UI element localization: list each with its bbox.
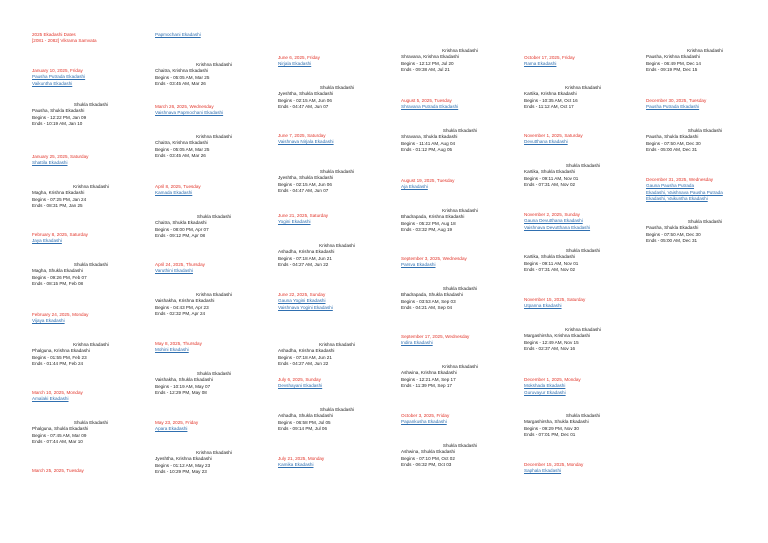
tithi-details [524,85,642,111]
ekadashi-name-link[interactable]: Papankusha Ekadashi [401,419,447,425]
tithi-ends: Ends - 04:21 AM, Sep 04 [401,305,453,311]
ekadashi-entry [155,262,273,275]
ekadashi-name-link[interactable]: Pausha Putrada Ekadashi [646,104,700,110]
tithi-name: Shukla Ekadashi [319,85,355,90]
tithi-month: Jyeshtha, Shukla Ekadashi [278,175,334,181]
ekadashi-entry [401,413,519,426]
tithi-ends: Ends - 06:32 PM, Oct 03 [401,462,452,468]
tithi-ends: Ends - 08:15 PM, Feb 08 [32,281,84,287]
tithi-details [32,262,150,288]
tithi-details [155,134,273,160]
ekadashi-entry [155,32,273,38]
tithi-begins: Begins - 02:15 AM, Jun 06 [278,97,332,103]
tithi-details [524,413,642,439]
ekadashi-date: September 3, 2025, Wednesday [401,256,467,261]
ekadashi-date: May 23, 2025, Friday [155,420,199,425]
tithi-month: Jyeshtha, Krishna Ekadashi [155,456,212,462]
tithi-begins: Begins - 02:15 AM, Jun 06 [278,181,332,187]
tithi-name: Krishna Ekadashi [687,48,723,53]
ekadashi-name-link[interactable]: Papmochani Ekadashi [155,32,201,37]
tithi-name: Krishna Ekadashi [565,85,601,90]
tithi-begins: Begins - 05:05 AM, Mar 25 [155,146,210,152]
ekadashi-entry [32,312,150,325]
ekadashi-entry [32,390,150,403]
tithi-ends: Ends - 11:12 AM, Oct 17 [524,104,574,110]
tithi-ends: Ends - 04:47 AM, Jun 07 [278,188,329,194]
tithi-month: Margashirsha, Krishna Ekadashi [524,333,591,339]
ekadashi-name-link[interactable]: Vaikuntha Ekadashi [32,80,73,86]
tithi-begins: Begins - 01:12 AM, May 23 [155,462,211,468]
tithi-month: Phalguna, Krishna Ekadashi [32,348,90,354]
ekadashi-name-link[interactable]: Gauna Yogini Ekadashi [278,298,326,304]
tithi-details [401,286,519,312]
tithi-month: Phalguna, Shukla Ekadashi [32,426,89,432]
tithi-ends: Ends - 01:12 PM, Aug 05 [401,147,453,153]
tithi-ends: Ends - 08:31 PM, Jan 25 [32,203,83,209]
ekadashi-name-link[interactable]: Vaishnava Yogini Ekadashi [278,304,333,310]
ekadashi-name-link[interactable]: Indira Ekadashi [401,340,433,346]
tithi-begins: Begins - 09:26 PM, Feb 07 [32,274,87,280]
ekadashi-date: December 31, 2025, Wednesday [646,177,714,182]
ekadashi-entry [524,55,642,68]
tithi-details [155,214,273,240]
tithi-month: Chaitra, Krishna Ekadashi [155,68,209,74]
ekadashi-date: June 22, 2025, Sunday [278,292,326,297]
ekadashi-date: January 25, 2025, Saturday [32,154,89,159]
tithi-name: Shukla Ekadashi [196,214,232,219]
ekadashi-date: March 10, 2025, Monday [32,390,83,395]
tithi-begins: Begins - 11:41 AM, Aug 04 [401,140,456,146]
ekadashi-entry [646,98,764,111]
tithi-details [401,128,519,154]
tithi-begins: Begins - 12:49 AM, Nov 15 [524,339,579,345]
ekadashi-date: July 6, 2025, Sunday [278,377,321,382]
ekadashi-name-link[interactable]: Gauna Pausha Putrada [646,183,695,189]
tithi-name: Shukla Ekadashi [196,371,232,376]
ekadashi-entry [278,456,396,469]
tithi-details [524,163,642,189]
ekadashi-date: January 10, 2025, Friday [32,68,83,73]
ekadashi-date: July 21, 2025, Monday [278,456,325,461]
ekadashi-entry [155,184,273,197]
tithi-ends: Ends - 04:27 AM, Jun 22 [278,262,329,268]
page-header [32,32,132,45]
tithi-name: Shukla Ekadashi [319,169,355,174]
ekadashi-name-link[interactable]: Kamika Ekadashi [278,462,314,468]
tithi-name: Shukla Ekadashi [565,248,601,253]
tithi-ends: Ends - 04:47 AM, Jun 07 [278,104,329,110]
ekadashi-entry [155,104,273,117]
tithi-month: Pausha, Shukla Ekadashi [32,108,85,114]
tithi-ends: Ends - 02:32 PM, Apr 24 [155,311,206,317]
tithi-begins: Begins - 03:53 AM, Sep 03 [401,298,456,304]
tithi-begins: Begins - 07:10 PM, Oct 02 [401,455,455,461]
tithi-name: Krishna Ekadashi [73,342,109,347]
tithi-details [32,184,150,210]
ekadashi-entry [32,68,150,87]
tithi-details [401,48,519,74]
tithi-details [524,327,642,353]
tithi-begins: Begins - 07:25 PM, Jan 24 [32,196,87,202]
tithi-month: Shravana, Shukla Ekadashi [401,134,458,140]
ekadashi-name-link[interactable]: Devutthana Ekadashi [524,139,568,145]
tithi-name: Krishna Ekadashi [442,364,478,369]
tithi-ends: Ends - 07:01 PM, Dec 01 [524,432,576,438]
tithi-ends: Ends - 10:29 PM, May 23 [155,469,207,475]
tithi-details [646,48,764,74]
ekadashi-date: February 8, 2025, Saturday [32,232,88,237]
ekadashi-date: June 21, 2025, Saturday [278,213,329,218]
ekadashi-name-link[interactable]: Vaishnava Papmochani Ekadashi [155,110,224,116]
tithi-begins: Begins - 05:22 PM, Aug 18 [401,220,456,226]
tithi-name: Krishna Ekadashi [442,208,478,213]
tithi-ends: Ends - 07:31 AM, Nov 02 [524,182,576,188]
tithi-month: Kartika, Shukla Ekadashi [524,169,576,175]
tithi-month: Ashwina, Shukla Ekadashi [401,449,456,455]
tithi-month: Ashadha, Krishna Ekadashi [278,249,335,255]
tithi-begins: Begins - 07:18 AM, Jun 21 [278,255,332,261]
tithi-details [155,371,273,397]
tithi-name: Krishna Ekadashi [565,327,601,332]
tithi-name: Shukla Ekadashi [442,286,478,291]
tithi-begins: Begins - 10:19 AM, May 07 [155,383,211,389]
ekadashi-date: April 8, 2025, Tuesday [155,184,201,189]
ekadashi-date: December 1, 2025, Monday [524,377,581,382]
ekadashi-name-link[interactable]: Ekadashi, Vaikuntha Ekadashi [646,196,708,202]
tithi-month: Margashirsha, Shukla Ekadashi [524,419,589,425]
ekadashi-entry [32,232,150,245]
tithi-month: Bhadrapada, Krishna Ekadashi [401,214,465,220]
tithi-details [646,128,764,154]
tithi-details [155,292,273,318]
ekadashi-entry [524,133,642,146]
ekadashi-entry [155,341,273,354]
tithi-ends: Ends - 11:39 PM, Sep 17 [401,383,452,389]
ekadashi-name-link[interactable]: Parsva Ekadashi [401,262,436,268]
tithi-ends: Ends - 03:45 AM, Mar 26 [155,81,206,87]
tithi-ends: Ends - 05:00 AM, Dec 31 [646,147,698,153]
tithi-month: Ashwina, Krishna Ekadashi [401,370,457,376]
tithi-name: Krishna Ekadashi [319,243,355,248]
tithi-month: Ashadha, Shukla Ekadashi [278,413,333,419]
tithi-begins: Begins - 07:50 AM, Dec 30 [646,140,701,146]
ekadashi-name-link[interactable]: Devshayani Ekadashi [278,383,323,389]
tithi-month: Jyeshtha, Shukla Ekadashi [278,91,334,97]
ekadashi-entry [524,297,642,310]
ekadashi-date: December 15, 2025, Monday [524,462,584,467]
tithi-begins: Begins - 07:50 AM, Dec 30 [646,231,701,237]
ekadashi-name-link[interactable]: Varuthini Ekadashi [155,268,193,274]
ekadashi-entry [32,154,150,167]
tithi-month: Pausha, Shukla Ekadashi [646,134,699,140]
tithi-name: Shukla Ekadashi [319,407,355,412]
ekadashi-date: February 24, 2025, Monday [32,312,89,317]
tithi-begins: Begins - 07:45 AM, Mar 09 [32,432,87,438]
ekadashi-entry [524,462,642,475]
tithi-ends: Ends - 09:14 PM, Jul 06 [278,426,328,432]
tithi-begins: Begins - 01:55 PM, Feb 23 [32,354,87,360]
tithi-month: Kartika, Shukla Ekadashi [524,254,576,260]
ekadashi-name-link[interactable]: Guruvayur Ekadashi [524,389,566,395]
tithi-name: Shukla Ekadashi [442,443,478,448]
page-title: 2025 Ekadashi Dates [32,32,76,37]
ekadashi-name-link[interactable]: Shravana Putrada Ekadashi [401,104,459,110]
tithi-begins: Begins - 06:58 PM, Jul 05 [278,419,331,425]
tithi-month: Ashadha, Krishna Ekadashi [278,348,335,354]
ekadashi-date: August 5, 2025, Tuesday [401,98,452,103]
tithi-details [155,62,273,88]
tithi-begins: Begins - 10:35 AM, Oct 16 [524,97,578,103]
tithi-begins: Begins - 05:05 AM, Mar 25 [155,74,210,80]
tithi-name: Krishna Ekadashi [196,450,232,455]
tithi-month: Pausha, Shukla Ekadashi [646,225,699,231]
tithi-month: Chaitra, Krishna Ekadashi [155,140,209,146]
tithi-details [401,364,519,390]
ekadashi-name-link[interactable]: Rama Ekadashi [524,61,557,67]
ekadashi-name-link[interactable]: Amalaki Ekadashi [32,396,69,402]
tithi-name: Shukla Ekadashi [565,413,601,418]
tithi-name: Shukla Ekadashi [73,420,109,425]
ekadashi-entry [524,377,642,396]
ekadashi-name-link[interactable]: Shattila Ekadashi [32,160,68,166]
ekadashi-name-link[interactable]: Nirjala Ekadashi [278,61,312,67]
ekadashi-name-link[interactable]: Ekadashi, Vaishnava Pausha Putrada [646,189,723,195]
tithi-details [32,420,150,446]
ekadashi-date: October 3, 2025, Friday [401,413,450,418]
tithi-details [155,450,273,476]
tithi-name: Shukla Ekadashi [442,128,478,133]
ekadashi-date: June 7, 2025, Saturday [278,133,326,138]
tithi-name: Shukla Ekadashi [687,219,723,224]
tithi-name: Shukla Ekadashi [687,128,723,133]
tithi-month: Vaishakha, Krishna Ekadashi [155,298,215,304]
ekadashi-name-link[interactable]: Vijaya Ekadashi [32,318,65,324]
tithi-name: Krishna Ekadashi [196,292,232,297]
ekadashi-date: November 15, 2025, Saturday [524,297,586,302]
tithi-ends: Ends - 10:19 AM, Jan 10 [32,121,83,127]
tithi-begins: Begins - 08:00 PM, Apr 07 [155,226,209,232]
tithi-ends: Ends - 12:29 PM, May 08 [155,390,207,396]
tithi-begins: Begins - 09:11 AM, Nov 01 [524,260,579,266]
tithi-begins: Begins - 12:12 PM, Jul 20 [401,60,454,66]
ekadashi-date: December 30, 2025, Tuesday [646,98,707,103]
ekadashi-name-link[interactable]: Saphala Ekadashi [524,468,562,474]
tithi-name: Shukla Ekadashi [565,163,601,168]
tithi-details [278,342,396,368]
ekadashi-date: August 19, 2025, Tuesday [401,178,455,183]
tithi-ends: Ends - 09:38 AM, Jul 21 [401,67,450,73]
ekadashi-date: March 26, 2025, Wednesday [155,104,214,109]
tithi-details [646,219,764,245]
ekadashi-date: September 17, 2025, Wednesday [401,334,470,339]
ekadashi-entry [401,98,519,111]
tithi-begins: Begins - 07:18 AM, Jun 21 [278,354,332,360]
tithi-begins: Begins - 09:11 AM, Nov 01 [524,175,579,181]
tithi-details [278,243,396,269]
tithi-ends: Ends - 07:44 AM, Mar 10 [32,439,83,445]
ekadashi-entry [278,213,396,226]
ekadashi-name-link[interactable]: Gauna Devutthana Ekadashi [524,218,583,224]
tithi-details [524,248,642,274]
tithi-details [278,85,396,111]
tithi-ends: Ends - 03:45 AM, Mar 26 [155,153,206,159]
tithi-details [32,102,150,128]
tithi-details [401,443,519,469]
tithi-ends: Ends - 04:27 AM, Jun 22 [278,361,329,367]
ekadashi-name-link[interactable]: Utpanna Ekadashi [524,303,562,309]
ekadashi-name-link[interactable]: Mohini Ekadashi [155,347,189,353]
tithi-ends: Ends - 01:44 PM, Feb 24 [32,361,84,367]
tithi-month: Magha, Krishna Ekadashi [32,190,85,196]
ekadashi-name-link[interactable]: Kamada Ekadashi [155,190,193,196]
tithi-name: Krishna Ekadashi [196,62,232,67]
tithi-ends: Ends - 09:12 PM, Apr 08 [155,233,206,239]
ekadashi-name-link[interactable]: Vaishnava Nirjala Ekadashi [278,139,334,145]
tithi-begins: Begins - 09:29 PM, Nov 30 [524,425,579,431]
ekadashi-name-link[interactable]: Yogini Ekadashi [278,219,311,225]
ekadashi-date: May 8, 2025, Thursday [155,341,202,346]
ekadashi-date: June 6, 2025, Friday [278,55,320,60]
tithi-ends: Ends - 07:31 AM, Nov 02 [524,267,576,273]
tithi-name: Shukla Ekadashi [73,102,109,107]
tithi-ends: Ends - 02:37 AM, Nov 16 [524,346,576,352]
tithi-name: Krishna Ekadashi [73,184,109,189]
ekadashi-entry [278,377,396,390]
tithi-month: Magha, Shukla Ekadashi [32,268,83,274]
tithi-details [278,407,396,433]
ekadashi-name-link[interactable]: Pausha Putrada Ekadashi [32,74,86,80]
ekadashi-date: November 1, 2025, Saturday [524,133,583,138]
ekadashi-name-link[interactable]: Mokshada Ekadashi [524,383,566,389]
tithi-begins: Begins - 04:43 PM, Apr 23 [155,304,209,310]
tithi-details [32,342,150,368]
tithi-month: Pausha, Krishna Ekadashi [646,54,700,60]
ekadashi-name-link[interactable]: Jaya Ekadashi [32,238,62,244]
ekadashi-entry [278,292,396,311]
tithi-ends: Ends - 03:32 PM, Aug 19 [401,227,453,233]
ekadashi-entry [278,55,396,68]
ekadashi-entry [401,178,519,191]
tithi-ends: Ends - 09:19 PM, Dec 15 [646,67,698,73]
ekadashi-entry [278,133,396,146]
ekadashi-entry [32,468,150,474]
tithi-month: Kartika, Krishna Ekadashi [524,91,577,97]
tithi-name: Shukla Ekadashi [73,262,109,267]
ekadashi-name-link[interactable]: Vaishnava Devutthana Ekadashi [524,224,591,230]
tithi-name: Krishna Ekadashi [442,48,478,53]
tithi-ends: Ends - 05:00 AM, Dec 31 [646,238,698,244]
ekadashi-date: March 25, 2025, Tuesday [32,468,84,473]
tithi-name: Krishna Ekadashi [319,342,355,347]
tithi-month: Shravana, Krishna Ekadashi [401,54,459,60]
tithi-begins: Begins - 12:22 PM, Jan 09 [32,114,87,120]
ekadashi-date: October 17, 2025, Friday [524,55,575,60]
ekadashi-date: April 24, 2025, Thursday [155,262,205,267]
tithi-details [401,208,519,234]
ekadashi-entry [401,334,519,347]
ekadashi-entry [524,212,642,231]
tithi-begins: Begins - 06:49 PM, Dec 14 [646,60,701,66]
tithi-begins: Begins - 12:21 AM, Sep 17 [401,376,456,382]
tithi-details [278,169,396,195]
ekadashi-entry [155,420,273,433]
ekadashi-entry [401,256,519,269]
tithi-name: Krishna Ekadashi [196,134,232,139]
page-subtitle: [2081 - 2082] Vikrama Samvata [32,38,97,44]
tithi-month: Bhadrapada, Shukla Ekadashi [401,292,463,298]
ekadashi-name-link[interactable]: Apara Ekadashi [155,426,188,432]
ekadashi-date: November 2, 2025, Sunday [524,212,580,217]
ekadashi-entry [646,177,764,203]
tithi-month: Chaitra, Shukla Ekadashi [155,220,207,226]
ekadashi-name-link[interactable]: Aja Ekadashi [401,184,428,190]
tithi-month: Vaishakha, Shukla Ekadashi [155,377,213,383]
